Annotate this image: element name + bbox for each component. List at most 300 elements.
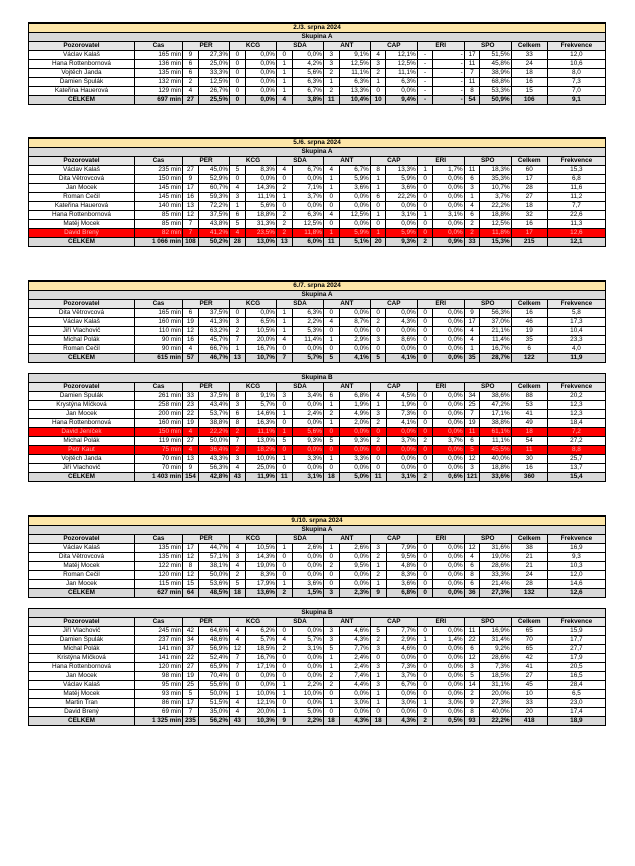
ant-count: 6 xyxy=(323,392,339,401)
ant-percent: 6,3% xyxy=(339,78,370,87)
header-row xyxy=(29,535,606,544)
kcg-count: 0 xyxy=(230,87,246,96)
kcg-percent: 9,1% xyxy=(245,392,276,401)
cap-percent: 5,9% xyxy=(386,175,417,184)
sda-percent: 10,0% xyxy=(292,690,323,699)
observer-name: David Brený xyxy=(29,708,135,717)
kcg-percent: 0,0% xyxy=(245,78,276,87)
eri-count: 0 xyxy=(417,309,433,318)
column-header-ant: ANT xyxy=(323,157,370,166)
kcg-percent: 10,5% xyxy=(245,544,276,553)
cap-percent: 3,0% xyxy=(386,699,417,708)
cap-percent: 4,3% xyxy=(386,318,417,327)
time-cell: 86 min xyxy=(134,699,182,708)
eri-count: 0 xyxy=(417,318,433,327)
ant-percent: 7,7% xyxy=(339,645,370,654)
frequency-cell: 16,9 xyxy=(547,544,605,553)
ant-count: 5 xyxy=(323,437,339,446)
sda-count: 5 xyxy=(276,437,292,446)
ant-percent: 2,0% xyxy=(339,419,370,428)
ant-percent: 2,4% xyxy=(339,663,370,672)
eri-count: 1 xyxy=(417,699,433,708)
time-cell: 1 066 min xyxy=(134,238,182,247)
spo-percent: 37,0% xyxy=(480,318,511,327)
per-percent: 56,9% xyxy=(198,645,229,654)
ant-count: 2 xyxy=(323,87,339,96)
ant-count: 0 xyxy=(323,345,339,354)
cap-percent: 7,7% xyxy=(386,627,417,636)
cap-count: 1 xyxy=(370,562,386,571)
per-percent: 51,5% xyxy=(198,699,229,708)
per-count: 17 xyxy=(183,699,199,708)
observer-name: Damien Špulák xyxy=(29,636,135,645)
eri-percent: 0,5% xyxy=(433,717,464,726)
total-row xyxy=(29,717,606,726)
eri-count: 0 xyxy=(417,464,433,473)
kcg-percent: 23,5% xyxy=(245,229,276,238)
per-percent: 44,7% xyxy=(198,544,229,553)
sda-count: 9 xyxy=(276,717,292,726)
sda-count: 2 xyxy=(276,220,292,229)
column-header-spo: SPO xyxy=(464,157,511,166)
date-row xyxy=(29,23,606,33)
sda-percent: 11,8% xyxy=(292,229,323,238)
spo-count: 14 xyxy=(464,681,480,690)
sda-percent: 4,2% xyxy=(292,60,323,69)
sda-count: 4 xyxy=(276,336,292,345)
per-percent: 56,3% xyxy=(198,464,229,473)
per-percent: 41,3% xyxy=(198,318,229,327)
sda-percent: 3,4% xyxy=(292,392,323,401)
cap-percent: 8,3% xyxy=(386,571,417,580)
group-heading: Skupina A xyxy=(29,33,606,42)
cap-percent: 0,0% xyxy=(386,87,417,96)
time-cell: 200 min xyxy=(134,410,182,419)
eri-percent: - xyxy=(433,87,464,96)
column-header-total: Celkem xyxy=(511,618,547,627)
cap-count: 20 xyxy=(370,238,386,247)
cap-count: 3 xyxy=(370,60,386,69)
eri-count: 0 xyxy=(417,401,433,410)
time-cell: 140 min xyxy=(134,202,182,211)
eri-count: 0 xyxy=(417,392,433,401)
group-row xyxy=(29,291,606,300)
column-header-eri: ERI xyxy=(417,383,464,392)
ant-percent: 4,3% xyxy=(339,636,370,645)
spo-percent: 45,5% xyxy=(480,446,511,455)
eri-count: 0 xyxy=(417,580,433,589)
kcg-percent: 6,2% xyxy=(245,627,276,636)
observer-name: Matěj Mocek xyxy=(29,562,135,571)
cap-count: 1 xyxy=(370,229,386,238)
eri-count: - xyxy=(417,78,433,87)
per-percent: 53,7% xyxy=(198,410,229,419)
cap-percent: 0,0% xyxy=(386,446,417,455)
per-count: 17 xyxy=(183,544,199,553)
spo-count: 11 xyxy=(464,78,480,87)
spo-count: 9 xyxy=(464,699,480,708)
sda-count: 1 xyxy=(276,544,292,553)
frequency-cell: 11,2 xyxy=(547,193,605,202)
ant-count: 1 xyxy=(323,419,339,428)
sda-percent: 5,6% xyxy=(292,69,323,78)
eri-percent: 0,0% xyxy=(433,419,464,428)
column-header-ant: ANT xyxy=(323,42,370,51)
total-cell: 418 xyxy=(511,717,547,726)
eri-percent: 0,0% xyxy=(433,345,464,354)
table-row xyxy=(29,193,606,202)
spo-percent: 61,1% xyxy=(480,428,511,437)
time-cell: 165 min xyxy=(134,51,182,60)
frequency-cell: 15,4 xyxy=(547,473,605,482)
ant-count: 5 xyxy=(323,645,339,654)
column-header-frequency: Frekvence xyxy=(547,157,605,166)
total-cell: 24 xyxy=(511,60,547,69)
kcg-count: 3 xyxy=(230,193,246,202)
spo-percent: 15,3% xyxy=(480,238,511,247)
sda-percent: 6,3% xyxy=(292,211,323,220)
spo-percent: 16,7% xyxy=(480,345,511,354)
total-cell: 65 xyxy=(511,627,547,636)
cap-percent: 3,6% xyxy=(386,184,417,193)
per-percent: 25,5% xyxy=(198,96,229,105)
kcg-count: 5 xyxy=(230,166,246,175)
observer-name: Dita Větrovcová xyxy=(29,553,135,562)
table-row xyxy=(29,419,606,428)
ant-percent: 5,9% xyxy=(339,229,370,238)
total-cell: 20 xyxy=(511,708,547,717)
per-percent: 41,2% xyxy=(198,229,229,238)
spo-percent: 28,7% xyxy=(480,354,511,363)
kcg-percent: 14,3% xyxy=(245,184,276,193)
per-percent: 53,6% xyxy=(198,580,229,589)
frequency-cell: 25,7 xyxy=(547,455,605,464)
cap-percent: 4,6% xyxy=(386,645,417,654)
per-percent: 37,5% xyxy=(198,309,229,318)
ant-percent: 4,1% xyxy=(339,354,370,363)
total-cell: 360 xyxy=(511,473,547,482)
sda-count: 1 xyxy=(276,708,292,717)
cap-count: 1 xyxy=(370,211,386,220)
eri-count: 0 xyxy=(417,184,433,193)
kcg-count: 28 xyxy=(230,238,246,247)
kcg-percent: 14,6% xyxy=(245,410,276,419)
column-header-sda: SDA xyxy=(276,383,323,392)
cap-percent: 12,1% xyxy=(386,51,417,60)
sda-count: 2 xyxy=(276,589,292,598)
spo-percent: 18,3% xyxy=(480,166,511,175)
frequency-cell: 12,3 xyxy=(547,401,605,410)
time-cell: 136 min xyxy=(134,60,182,69)
sda-count: 1 xyxy=(276,87,292,96)
column-header-eri: ERI xyxy=(417,300,464,309)
cap-percent: 12,5% xyxy=(386,60,417,69)
per-percent: 12,5% xyxy=(198,78,229,87)
frequency-cell: 6,5 xyxy=(547,690,605,699)
observer-name: Hana Rottenbornová xyxy=(29,419,135,428)
observer-name: Václav Kalaš xyxy=(29,51,135,60)
column-header-eri: ERI xyxy=(417,157,464,166)
total-cell: 16 xyxy=(511,464,547,473)
eri-count: 0 xyxy=(417,428,433,437)
frequency-cell: 18,4 xyxy=(547,419,605,428)
total-cell: 17 xyxy=(511,175,547,184)
cap-count: 3 xyxy=(370,410,386,419)
cap-count: 0 xyxy=(370,455,386,464)
spo-count: 2 xyxy=(464,229,480,238)
cap-percent: 7,9% xyxy=(386,544,417,553)
kcg-count: 7 xyxy=(230,336,246,345)
per-percent: 27,3% xyxy=(198,51,229,60)
cap-count: 1 xyxy=(370,401,386,410)
spo-percent: 20,0% xyxy=(480,690,511,699)
eri-percent: 0,0% xyxy=(433,464,464,473)
eri-percent: 0,0% xyxy=(433,580,464,589)
frequency-cell: 5,8 xyxy=(547,309,605,318)
observer-table xyxy=(28,137,606,247)
total-cell: 21 xyxy=(511,553,547,562)
table-row xyxy=(29,627,606,636)
table-row xyxy=(29,437,606,446)
kcg-count: 0 xyxy=(230,60,246,69)
header-row xyxy=(29,42,606,51)
spo-percent: 10,7% xyxy=(480,184,511,193)
ant-count: 0 xyxy=(323,202,339,211)
group-heading: Skupina A xyxy=(29,291,606,300)
sda-percent: 3,7% xyxy=(292,193,323,202)
eri-count: 0 xyxy=(417,327,433,336)
kcg-percent: 6,5% xyxy=(245,318,276,327)
per-count: 13 xyxy=(183,455,199,464)
cap-percent: 22,2% xyxy=(386,193,417,202)
ant-count: 5 xyxy=(323,354,339,363)
sda-count: 7 xyxy=(276,354,292,363)
kcg-count: 4 xyxy=(230,184,246,193)
frequency-cell: 13,7 xyxy=(547,464,605,473)
sda-count: 1 xyxy=(276,78,292,87)
frequency-cell: 10,6 xyxy=(547,60,605,69)
spo-count: 12 xyxy=(464,544,480,553)
spo-percent: 7,3% xyxy=(480,663,511,672)
time-cell: 245 min xyxy=(134,627,182,636)
ant-count: 0 xyxy=(323,690,339,699)
time-cell: 90 min xyxy=(134,336,182,345)
ant-count: 2 xyxy=(323,69,339,78)
column-header-total: Celkem xyxy=(511,300,547,309)
spo-count: 4 xyxy=(464,327,480,336)
spo-count: 93 xyxy=(464,717,480,726)
spo-percent: 38,6% xyxy=(480,392,511,401)
per-count: 12 xyxy=(183,211,199,220)
per-percent: 56,2% xyxy=(198,717,229,726)
column-header-sda: SDA xyxy=(276,42,323,51)
kcg-count: 1 xyxy=(230,345,246,354)
column-header-observer: Pozorovatel xyxy=(29,157,135,166)
per-percent: 38,8% xyxy=(198,419,229,428)
spo-percent: 35,3% xyxy=(480,175,511,184)
sda-percent: 0,0% xyxy=(292,699,323,708)
kcg-percent: 16,3% xyxy=(245,419,276,428)
total-row xyxy=(29,473,606,482)
per-count: 7 xyxy=(183,220,199,229)
cap-percent: 6,3% xyxy=(386,78,417,87)
time-cell: 135 min xyxy=(134,544,182,553)
cap-count: 0 xyxy=(370,309,386,318)
ant-percent: 0,0% xyxy=(339,464,370,473)
kcg-percent: 18,8% xyxy=(245,211,276,220)
sda-count: 1 xyxy=(276,318,292,327)
cap-count: 0 xyxy=(370,654,386,663)
frequency-cell: 8,0 xyxy=(547,69,605,78)
table-row xyxy=(29,220,606,229)
per-percent: 66,7% xyxy=(198,345,229,354)
per-percent: 37,5% xyxy=(198,211,229,220)
ant-percent: 5,9% xyxy=(339,175,370,184)
sda-count: 0 xyxy=(276,345,292,354)
ant-count: 3 xyxy=(323,60,339,69)
spo-count: 6 xyxy=(464,437,480,446)
cap-percent: 4,5% xyxy=(386,392,417,401)
cap-percent: 0,0% xyxy=(386,455,417,464)
ant-percent: 0,0% xyxy=(339,580,370,589)
eri-count: 0 xyxy=(417,193,433,202)
per-count: 15 xyxy=(183,580,199,589)
spo-percent: 31,4% xyxy=(480,636,511,645)
observer-name: David Jeníček xyxy=(29,428,135,437)
eri-percent: 0,0% xyxy=(433,708,464,717)
kcg-count: 8 xyxy=(230,392,246,401)
cap-percent: 5,9% xyxy=(386,229,417,238)
eri-percent: 0,0% xyxy=(433,184,464,193)
eri-count: 1 xyxy=(417,636,433,645)
time-cell: 98 min xyxy=(134,672,182,681)
kcg-count: 8 xyxy=(230,419,246,428)
table-row xyxy=(29,455,606,464)
cap-count: 3 xyxy=(370,645,386,654)
frequency-cell: 12,3 xyxy=(547,410,605,419)
time-cell: 69 min xyxy=(134,708,182,717)
eri-percent: 0,0% xyxy=(433,229,464,238)
sda-count: 1 xyxy=(276,690,292,699)
cap-count: 1 xyxy=(370,580,386,589)
per-count: 6 xyxy=(183,69,199,78)
total-cell: 10 xyxy=(511,690,547,699)
frequency-cell: 27,2 xyxy=(547,437,605,446)
time-cell: 90 min xyxy=(134,345,182,354)
per-percent: 48,5% xyxy=(198,589,229,598)
sda-count: 0 xyxy=(276,202,292,211)
observer-name: Michal Polák xyxy=(29,336,135,345)
observer-name: Jan Mocek xyxy=(29,672,135,681)
kcg-percent: 0,0% xyxy=(245,681,276,690)
column-header-kcg: KCG xyxy=(230,157,277,166)
group-heading: Skupina A xyxy=(29,148,606,157)
table-row xyxy=(29,60,606,69)
observer-table xyxy=(28,373,606,482)
kcg-count: 3 xyxy=(230,553,246,562)
spo-percent: 68,8% xyxy=(480,78,511,87)
total-cell: 70 xyxy=(511,636,547,645)
spo-percent: 27,3% xyxy=(480,699,511,708)
total-cell: 54 xyxy=(511,437,547,446)
cap-count: 0 xyxy=(370,87,386,96)
eri-percent: 0,0% xyxy=(433,410,464,419)
spo-percent: 27,3% xyxy=(480,589,511,598)
cap-count: 0 xyxy=(370,428,386,437)
time-cell: 235 min xyxy=(134,166,182,175)
observer-name: Jan Mocek xyxy=(29,184,135,193)
per-percent: 55,6% xyxy=(198,681,229,690)
column-header-total: Celkem xyxy=(511,42,547,51)
spo-percent: 31,6% xyxy=(480,544,511,553)
eri-count: 0 xyxy=(417,175,433,184)
column-header-time: Čas xyxy=(134,42,182,51)
spo-count: 33 xyxy=(464,238,480,247)
per-percent: 70,4% xyxy=(198,672,229,681)
eri-percent: 0,0% xyxy=(433,309,464,318)
kcg-count: 4 xyxy=(230,636,246,645)
eri-percent: 0,0% xyxy=(433,392,464,401)
kcg-count: 4 xyxy=(230,229,246,238)
sda-count: 13 xyxy=(276,238,292,247)
sda-count: 1 xyxy=(276,327,292,336)
per-count: 27 xyxy=(183,166,199,175)
cap-percent: 0,0% xyxy=(386,202,417,211)
kcg-count: 4 xyxy=(230,699,246,708)
eri-count: 0 xyxy=(417,562,433,571)
per-count: 6 xyxy=(183,309,199,318)
per-count: 4 xyxy=(183,428,199,437)
sda-percent: 1,5% xyxy=(292,589,323,598)
per-percent: 36,4% xyxy=(198,446,229,455)
cap-percent: 9,4% xyxy=(386,96,417,105)
kcg-percent: 8,3% xyxy=(245,571,276,580)
total-cell: 28 xyxy=(511,184,547,193)
sda-count: 11 xyxy=(276,473,292,482)
total-cell: 6 xyxy=(511,345,547,354)
per-percent: 43,3% xyxy=(198,455,229,464)
sda-count: 0 xyxy=(276,464,292,473)
highlighted-row xyxy=(29,428,606,437)
sda-count: 0 xyxy=(276,571,292,580)
ant-percent: 9,3% xyxy=(339,437,370,446)
spo-percent: 18,8% xyxy=(480,464,511,473)
kcg-percent: 0,0% xyxy=(245,309,276,318)
total-cell: 24 xyxy=(511,571,547,580)
column-header-per: PER xyxy=(183,300,230,309)
sda-percent: 2,2% xyxy=(292,681,323,690)
kcg-percent: 5,7% xyxy=(245,636,276,645)
column-header-spo: SPO xyxy=(464,618,511,627)
column-header-cap: CAP xyxy=(370,300,417,309)
table-row xyxy=(29,184,606,193)
column-header-sda: SDA xyxy=(276,535,323,544)
eri-count: 0 xyxy=(417,627,433,636)
spo-percent: 40,0% xyxy=(480,455,511,464)
time-cell: 122 min xyxy=(134,562,182,571)
sda-count: 3 xyxy=(276,392,292,401)
cap-percent: 2,9% xyxy=(386,636,417,645)
spo-count: 11 xyxy=(464,627,480,636)
ant-percent: 0,0% xyxy=(339,345,370,354)
eri-percent: 0,9% xyxy=(433,238,464,247)
spo-percent: 56,3% xyxy=(480,309,511,318)
time-cell: 70 min xyxy=(134,464,182,473)
kcg-percent: 13,6% xyxy=(245,589,276,598)
time-cell: 95 min xyxy=(134,681,182,690)
per-count: 22 xyxy=(183,410,199,419)
spo-percent: 18,5% xyxy=(480,672,511,681)
